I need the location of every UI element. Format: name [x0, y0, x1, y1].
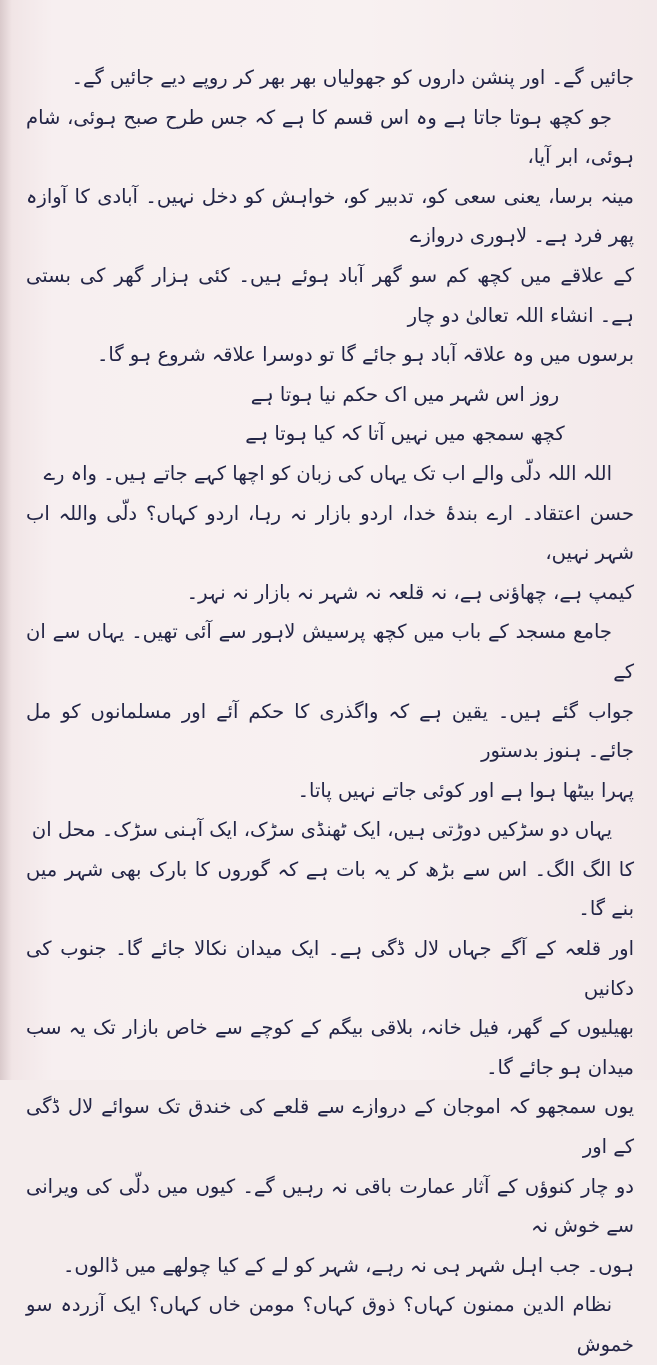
page-edge-shadow: [0, 0, 12, 1080]
text-line-20: ہوں۔ جب اہل شہر ہی نہ رہے، شہر کو لے کے کیا چولھے میں ڈالوں۔: [62, 1253, 634, 1277]
text-line-19: دو چار کنوؤں کے آثار عمارت باقی نہ رہیں گے۔ کیوں میں دلّی کی ویرانی سے خوش نہ: [26, 1174, 634, 1238]
text-line-17: بھیلیوں کے گھر، فیل خانہ، بلاقی بیگم کے کوچے سے خاص بازار تک یہ سب میدان ہو جائے گا۔: [26, 1016, 634, 1079]
text-line-1: جائیں گے۔ اور پنشن داروں کو جھولیاں بھر بھر کر روپے دیے جائیں گے۔: [71, 66, 634, 89]
text-line-10: کیمپ ہے، چھاؤنی ہے، نہ قلعہ نہ شہر نہ بازار نہ نہر۔: [186, 580, 634, 604]
text-line-11: جامع مسجد کے باب میں کچھ پرسیش لاہور سے آئی تھیں۔ یہاں سے ان کے: [26, 620, 634, 683]
text-line-12: جواب گئے ہیں۔ یقین ہے کہ واگذری کا حکم آئے اور مسلمانوں کو مل جائے۔ ہنوز بدستور: [26, 699, 634, 763]
verse-line-2: کچھ سمجھ میں نہیں آتا کہ کیا ہوتا ہے: [245, 422, 565, 446]
text-line-15: کا الگ الگ۔ اس سے بڑھ کر یہ بات ہے کہ گوروں کا بارک بھی شہر میں بنے گا۔: [26, 857, 634, 921]
text-line-14: یہاں دو سڑکیں دوڑتی ہیں، ایک ٹھنڈی سڑک، ایک آہنی سڑک۔ محل ان: [31, 818, 612, 842]
text-line-13: پہرا بیٹھا ہوا ہے اور کوئی جاتے نہیں پاتا۔: [297, 778, 634, 802]
text-line-18: یوں سمجھو کہ اموجان کے دروازے سے قلعے کی خندق تک سوائے لال ڈگی کے اور: [26, 1095, 634, 1159]
document-body: [26, 58, 634, 1365]
text-line-21: نظام الدین ممنون کہاں؟ ذوق کہاں؟ مومن خاں کہاں؟ ایک آزردہ سو خموش: [26, 1293, 634, 1356]
text-line-5: برسوں میں وہ علاقہ آباد ہو جائے گا تو دوسرا علاقہ شروع ہو گا۔: [96, 343, 634, 367]
text-line-2: جو کچھ ہوتا جاتا ہے وہ اس قسم کا ہے کہ جس طرح صبح ہوئی، شام ہوئی، ابر آیا،: [26, 105, 634, 169]
text-line-4: کے علاقے میں کچھ کم سو گھر آباد ہوئے ہیں۔ کئی ہزار گھر کی بستی ہے۔ انشاء اللہ تعالیٰ دو چار: [26, 263, 634, 327]
text-line-8: اللہ اللہ دلّی والے اب تک یہاں کی زبان کو اچھا کہے جاتے ہیں۔ واہ رے: [43, 461, 612, 485]
text-line-3: مینہ برسا، یعنی سعی کو، تدبیر کو، خواہش کو دخل نہیں۔ آبادی کا آوازہ پھر فرد ہے۔ لاہوری دروازے: [26, 184, 634, 248]
text-line-16: اور قلعہ کے آگے جہاں لال ڈگی ہے۔ ایک میدان نکالا جائے گا۔ جنوب کی دکانیں: [26, 937, 634, 1000]
text-line-9: حسن اعتقاد۔ ارے بندۂ خدا، اردو بازار نہ رہا، اردو کہاں؟ دلّی واللہ اب شہر نہیں،: [26, 501, 634, 565]
verse-line-1: روز اس شہر میں اک حکم نیا ہوتا ہے: [250, 382, 560, 406]
